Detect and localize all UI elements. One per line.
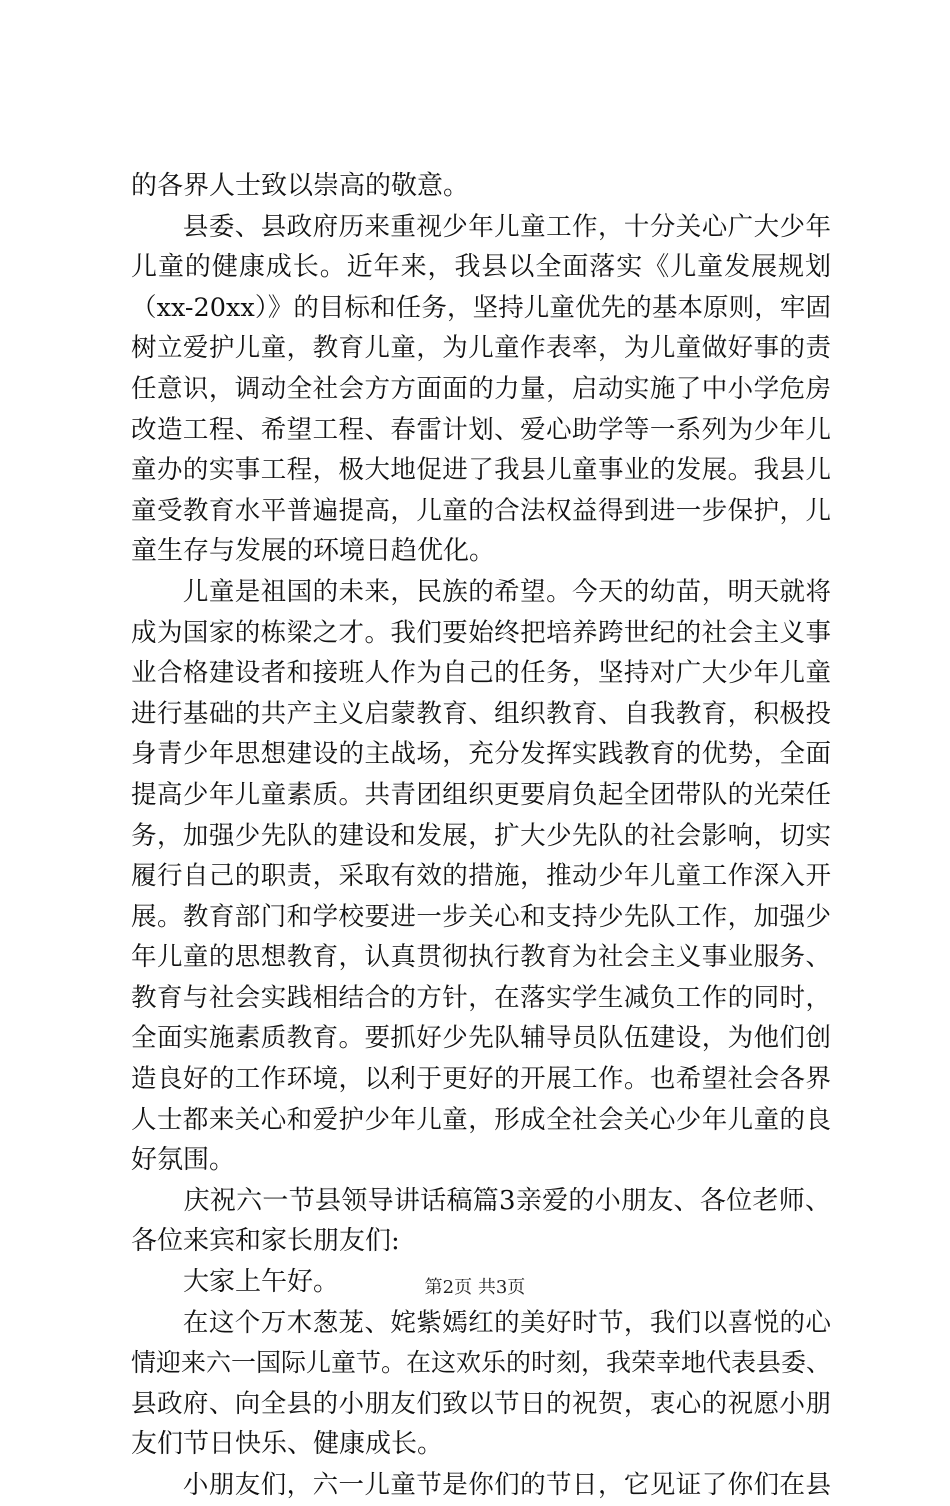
text-line: 童受教育水平普遍提高，儿童的合法权益得到进一步保护，儿 xyxy=(131,495,831,526)
text-line: 进行基础的共产主义启蒙教育、组织教育、自我教育，积极投 xyxy=(131,698,831,729)
text-line: 人士都来关心和爱护少年儿童，形成全社会关心少年儿童的良 xyxy=(131,1104,831,1135)
text-line: 改造工程、希望工程、春雷计划、爱心助学等一系列为少年儿 xyxy=(131,414,831,445)
page-footer: 第2页 共3页 xyxy=(424,1277,526,1298)
document-body xyxy=(131,166,831,1506)
text-line: 树立爱护儿童，教育儿童，为儿童作表率，为儿童做好事的责 xyxy=(131,333,831,364)
text-line: 造良好的工作环境，以利于更好的开展工作。也希望社会各界 xyxy=(131,1064,831,1095)
text-line: 在这个万木葱茏、姹紫嫣红的美好时节，我们以喜悦的心 xyxy=(131,1307,831,1338)
text-line: 全面实施素质教育。要抓好少先队辅导员队伍建设，为他们创 xyxy=(131,1023,831,1054)
text-line: 提高少年儿童素质。共青团组织更要肩负起全团带队的光荣任 xyxy=(131,779,831,810)
text-line: 务，加强少先队的建设和发展，扩大少先队的社会影响，切实 xyxy=(131,820,831,851)
text-line: 展。教育部门和学校要进一步关心和支持少先队工作，加强少 xyxy=(131,901,831,932)
text-line: 儿童是祖国的未来，民族的希望。今天的幼苗，明天就将 xyxy=(131,576,831,607)
text-line: 童办的实事工程，极大地促进了我县儿童事业的发展。我县儿 xyxy=(131,455,831,486)
text-line: 任意识，调动全社会方方面面的力量，启动实施了中小学危房 xyxy=(131,373,831,404)
text-line: 大家上午好。 xyxy=(131,1267,340,1298)
text-line: 业合格建设者和接班人作为自己的任务，坚持对广大少年儿童 xyxy=(131,658,831,689)
text-line: 履行自己的职责，采取有效的措施，推动少年儿童工作深入开 xyxy=(131,861,831,892)
text-line: 友们节日快乐、健康成长。 xyxy=(131,1429,444,1460)
text-line: 情迎来六一国际儿童节。在这欢乐的时刻，我荣幸地代表县委、 xyxy=(131,1348,832,1378)
text-line: 好氛围。 xyxy=(131,1145,236,1176)
text-line: 教育与社会实践相结合的方针，在落实学生减负工作的同时， xyxy=(131,982,831,1013)
text-line: 身青少年思想建设的主战场，充分发挥实践教育的优势，全面 xyxy=(131,739,831,770)
text-line: （xx-20xx）》的目标和任务，坚持儿童优先的基本原则，牢固 xyxy=(131,292,831,323)
text-line: 小朋友们，六一儿童节是你们的节日，它见证了你们在县 xyxy=(131,1470,831,1500)
text-line: 童生存与发展的环境日趋优化。 xyxy=(131,536,496,567)
text-line: 各位来宾和家长朋友们: xyxy=(131,1226,400,1257)
text-line: 庆祝六一节县领导讲话稿篇3亲爱的小朋友、各位老师、 xyxy=(131,1185,831,1216)
text-line: 年儿童的思想教育，认真贯彻执行教育为社会主义事业服务、 xyxy=(131,942,831,973)
text-line: 县政府、向全县的小朋友们致以节日的祝贺，衷心的祝愿小朋 xyxy=(131,1388,831,1419)
text-line: 县委、县政府历来重视少年儿童工作，十分关心广大少年 xyxy=(131,211,831,242)
text-line: 儿童的健康成长。近年来，我县以全面落实《儿童发展规划 xyxy=(131,252,831,283)
text-line: 成为国家的栋梁之才。我们要始终把培养跨世纪的社会主义事 xyxy=(131,617,831,648)
text-line: 的各界人士致以崇高的敬意。 xyxy=(131,171,470,201)
